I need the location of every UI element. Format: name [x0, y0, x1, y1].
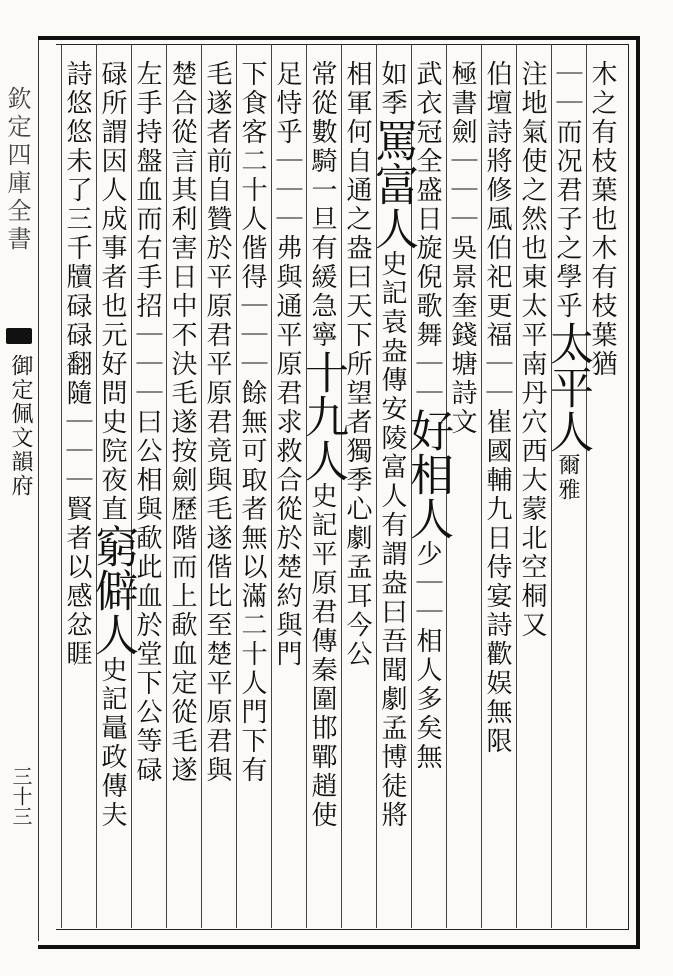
column-text-run: 碌所謂因人成事者也元好問史院夜直	[97, 60, 127, 524]
column-text-run: 相	[342, 60, 372, 89]
column-text-run: 武衣冠全盛日旋倪歌舞｜｜	[412, 60, 442, 408]
collection-title: 欽定四庫全書	[3, 86, 31, 254]
column-text-run: 足恃乎｜｜｜弗與通	[272, 60, 302, 321]
column-text-run: 賢者以感忿睚	[62, 495, 92, 669]
column-text-run: 爾雅	[555, 453, 580, 503]
entry-heading: 窮僻人	[87, 524, 138, 656]
entry-heading: 好相人	[402, 408, 453, 540]
column-text-run: 木之有枝葉也木有枝葉猶	[587, 60, 617, 379]
text-column	[367, 60, 418, 920]
text-column	[587, 60, 622, 920]
text-column	[167, 60, 202, 920]
page-margin-label	[0, 36, 39, 941]
column-text-run: 伯壇詩將修風伯祀更福｜｜	[482, 60, 512, 408]
text-column	[542, 60, 593, 920]
column-text-run: 平原君求救合從於楚約與門	[272, 321, 302, 669]
text-column	[62, 60, 97, 920]
text-column	[482, 60, 517, 920]
column-text-run: 毛遂者前自贊於平原君平原君竟與毛遂偕比至楚平原君與	[202, 60, 232, 785]
column-text-run: 下食客二十人偕得｜｜｜餘無可取者無以滿二十人門下有	[237, 60, 267, 785]
text-column	[87, 60, 138, 920]
text-column	[237, 60, 272, 920]
column-text-run: 詩悠悠未了三千牘碌碌翻隨｜｜｜	[62, 60, 92, 495]
text-column	[202, 60, 237, 920]
text-column	[132, 60, 167, 920]
column-text-run: 崔國輔九日侍宴詩歡娱無限	[482, 408, 512, 756]
column-text-run: 史記鼂政傳夫	[97, 656, 127, 830]
entry-heading: 十九人	[297, 350, 348, 482]
text-column	[517, 60, 552, 920]
column-text-run: 如季	[377, 60, 407, 118]
column-text-run: 注地氣使之然也東太平南丹穴西大蒙北空桐又	[517, 60, 547, 640]
text-column	[272, 60, 307, 920]
column-text-run: ｜｜而况君子之學乎	[552, 60, 582, 321]
fish-tail-mark-icon	[6, 328, 32, 344]
column-text-run: 史記平原君傳秦圍邯鄲趙使	[307, 482, 337, 830]
entry-heading: 太平人	[542, 321, 593, 453]
column-text-run: 少｜｜相人多矣無	[412, 540, 442, 772]
text-column	[342, 60, 377, 920]
page-number: 三十三	[9, 766, 33, 826]
book-title: 御定佩文韻府	[8, 354, 33, 498]
column-text-run: 史記袁盎傳安陵富人有謂盎曰吾聞劇孟博徒將	[377, 250, 407, 830]
column-text-run: 軍何自通之盎曰天下所望者獨季心劇孟耳今公	[342, 89, 372, 669]
column-text-run: 極書劍｜｜｜吳景奎錢塘詩文	[447, 60, 477, 437]
column-text-run: 左手持盤血而右手招｜｜｜曰公相與歃此血於堂下公等碌	[132, 60, 162, 785]
text-column	[297, 60, 348, 920]
column-text-run: 楚合從言其利害日中不決毛遂按劍歷階而上歃血定從毛遂	[167, 60, 197, 785]
column-text-run: 常從數騎一旦有緩急寧	[307, 60, 337, 350]
entry-heading: 罵富人	[367, 118, 418, 250]
